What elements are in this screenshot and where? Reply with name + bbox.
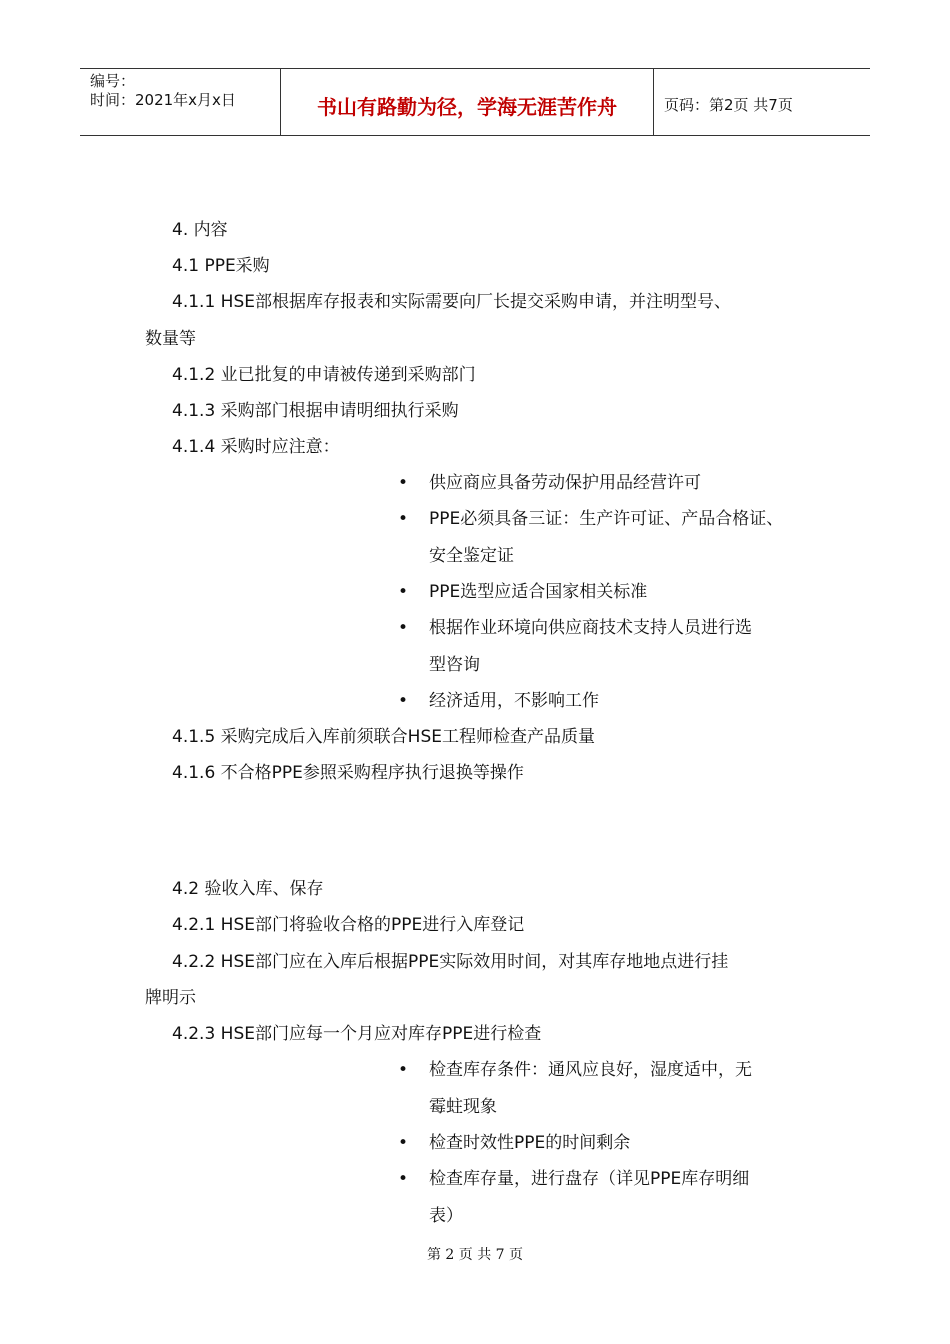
paragraph-4-1-6: 4.1.6 不合格PPE参照采购程序执行退换等操作: [172, 763, 524, 783]
date-label: 时间：2021年x月x日: [90, 91, 236, 109]
list-item: 检查库存量，进行盘存（详见PPE库存明细: [429, 1169, 750, 1189]
paragraph-4-1-1-cont: 数量等: [145, 329, 196, 349]
paragraph-4-2-1: 4.2.1 HSE部门将验收合格的PPE进行入库登记: [172, 915, 525, 935]
bullet-icon: •: [398, 1169, 409, 1189]
paragraph-4-2-2-cont: 牌明示: [145, 988, 196, 1008]
list-item-cont: 安全鉴定证: [429, 546, 514, 566]
bullet-icon: •: [398, 1060, 409, 1080]
header-motto: 书山有路勤为径，学海无涯苦作舟: [281, 69, 654, 135]
paragraph-4-2-2: 4.2.2 HSE部门应在入库后根据PPE实际效用时间，对其库存地地点进行挂: [172, 952, 729, 972]
bullet-icon: •: [398, 509, 409, 529]
section-heading-4: 4. 内容: [172, 220, 228, 240]
list-item-cont: 表）: [429, 1206, 463, 1226]
section-heading-4-2: 4.2 验收入库、保存: [172, 879, 324, 899]
list-item-cont: 霉蛀现象: [429, 1097, 497, 1117]
section-heading-4-1: 4.1 PPE采购: [172, 256, 270, 276]
bullet-icon: •: [398, 691, 409, 711]
list-item: 检查库存条件：通风应良好，湿度适中，无: [429, 1060, 752, 1080]
paragraph-4-1-1: 4.1.1 HSE部根据库存报表和实际需要向厂长提交采购申请，并注明型号、: [172, 292, 731, 312]
list-item: 检查时效性PPE的时间剩余: [429, 1133, 631, 1153]
bullet-icon: •: [398, 473, 409, 493]
paragraph-4-1-3: 4.1.3 采购部门根据申请明细执行采购: [172, 401, 459, 421]
header-page-info: 页码：第2页 共7页: [664, 95, 793, 114]
list-item: 供应商应具备劳动保护用品经营许可: [429, 473, 701, 493]
list-item: PPE选型应适合国家相关标准: [429, 582, 648, 602]
list-item-cont: 型咨询: [429, 655, 480, 675]
bullet-icon: •: [398, 582, 409, 602]
list-item: PPE必须具备三证：生产许可证、产品合格证、: [429, 509, 784, 529]
list-item: 经济适用，不影响工作: [429, 691, 599, 711]
paragraph-4-1-4: 4.1.4 采购时应注意：: [172, 437, 340, 457]
bullet-icon: •: [398, 1133, 409, 1153]
paragraph-4-1-2: 4.1.2 业已批复的申请被传递到采购部门: [172, 365, 476, 385]
bullet-icon: •: [398, 618, 409, 638]
list-item: 根据作业环境向供应商技术支持人员进行选: [429, 618, 752, 638]
paragraph-4-1-5: 4.1.5 采购完成后入库前须联合HSE工程师检查产品质量: [172, 727, 595, 747]
paragraph-4-2-3: 4.2.3 HSE部门应每一个月应对库存PPE进行检查: [172, 1024, 542, 1044]
serial-label: 编号：: [90, 72, 136, 90]
page-footer: 第 2 页 共 7 页: [426, 1247, 524, 1263]
